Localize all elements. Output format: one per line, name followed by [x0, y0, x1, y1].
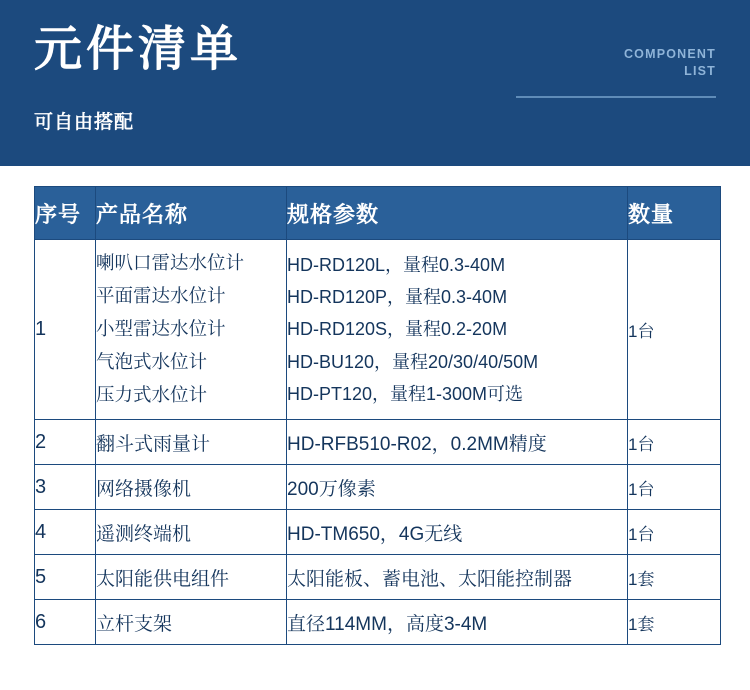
page-header [0, 0, 750, 166]
list-item: HD-RD120L，量程0.3-40M [287, 255, 506, 276]
table-row [35, 420, 721, 465]
column-header-qty: 数量 [628, 187, 721, 240]
cell-spec: HD-RFB510-R02，0.2MM精度 [287, 420, 628, 465]
cell-qty: 1台 [628, 465, 721, 510]
page-title-english [516, 46, 716, 80]
cell-spec: 太阳能板、蓄电池、太阳能控制器 [287, 555, 628, 600]
cell-spec: 200万像素 [287, 465, 628, 510]
table-row [35, 465, 721, 510]
cell-no: 5 [35, 555, 96, 600]
table-row [35, 555, 721, 600]
list-item: HD-RD120S，量程0.2-20M [287, 319, 508, 340]
cell-spec: HD-TM650，4G无线 [287, 510, 628, 555]
list-item: 压力式水位计 [96, 383, 208, 405]
table-row [35, 510, 721, 555]
page-title: 元件清单 [34, 23, 243, 76]
table-row [35, 600, 721, 645]
cell-name: 立杆支架 [96, 600, 287, 645]
name-list [96, 250, 286, 408]
cell-qty: 1套 [628, 600, 721, 645]
cell-qty: 1台 [628, 420, 721, 465]
spec-list [287, 252, 627, 406]
cell-no: 6 [35, 600, 96, 645]
component-table [34, 186, 721, 645]
header-divider [516, 96, 716, 98]
cell-no: 2 [35, 420, 96, 465]
list-item: HD-PT120，量程1-300M可选 [287, 383, 524, 404]
page-title-english-line1: COMPONENT [623, 47, 716, 61]
column-header-name: 产品名称 [96, 187, 287, 240]
list-item: HD-RD120P，量程0.3-40M [287, 287, 508, 308]
cell-name: 翻斗式雨量计 [96, 420, 287, 465]
list-item: HD-BU120，量程20/30/40/50M [287, 351, 539, 372]
cell-name: 网络摄像机 [96, 465, 287, 510]
cell-name: 遥测终端机 [96, 510, 287, 555]
cell-qty: 1台 [628, 510, 721, 555]
cell-no: 1 [35, 240, 96, 420]
list-item: 喇叭口雷达水位计 [96, 252, 245, 274]
cell-name: 太阳能供电组件 [96, 555, 287, 600]
list-item: 小型雷达水位计 [96, 318, 226, 340]
cell-name [96, 240, 287, 420]
page-subtitle: 可自由搭配 [34, 112, 135, 134]
cell-spec [287, 240, 628, 420]
page-title-english-line2: LIST [684, 63, 716, 78]
cell-spec: 直径114MM，高度3-4M [287, 600, 628, 645]
table-body [35, 240, 721, 645]
cell-no: 3 [35, 465, 96, 510]
cell-qty: 1套 [628, 555, 721, 600]
column-header-spec: 规格参数 [287, 187, 628, 240]
cell-qty: 1台 [628, 240, 721, 420]
cell-no: 4 [35, 510, 96, 555]
table-row [35, 240, 721, 420]
list-item: 气泡式水位计 [96, 350, 208, 372]
table-container [0, 166, 750, 645]
table-header-row [35, 187, 721, 240]
table-header [35, 187, 721, 240]
list-item: 平面雷达水位计 [96, 285, 226, 307]
column-header-no: 序号 [35, 187, 96, 240]
